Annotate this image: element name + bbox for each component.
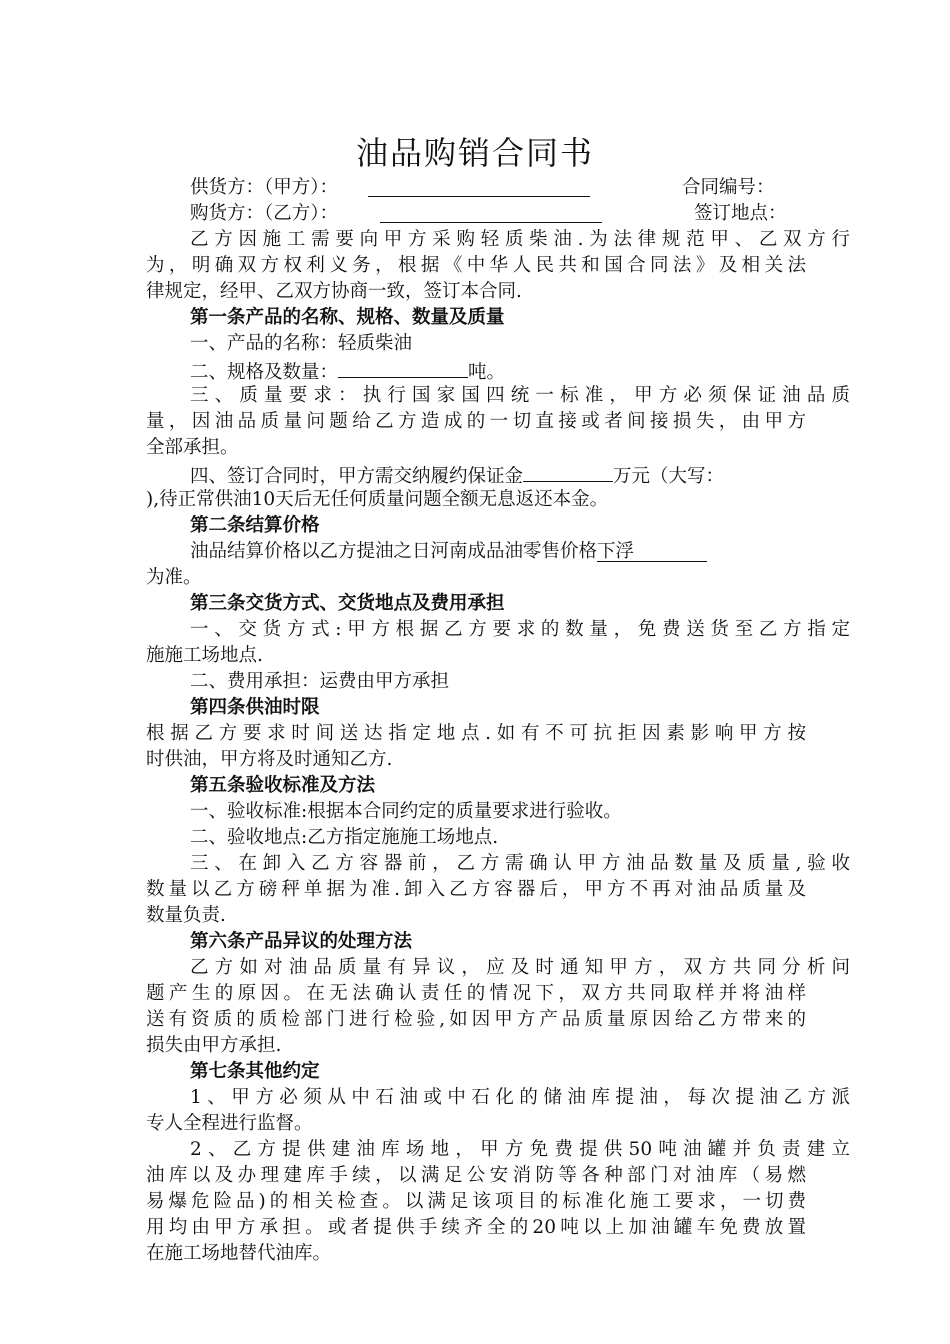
art4-text-line: 时供油，甲方将及时通知乙方.	[146, 749, 393, 770]
buyer-label: 购货方：（乙方）：	[190, 203, 339, 224]
intro-line: 律规定，经甲、乙双方协商一致，签订本合同.	[146, 281, 522, 302]
art5-standard-line: 一、验收标准:根据本合同约定的质量要求进行验收。	[190, 801, 622, 822]
quantity-blank	[338, 358, 468, 378]
art1-quality-line: 三、质量要求：执行国家国四统一标准，甲方必须保证油品质	[190, 385, 850, 406]
price-float-blank: 下浮	[597, 542, 707, 562]
art5-procedure-line: 数量以乙方磅秤单据为准.卸入乙方容器后，甲方不再对油品质量及	[146, 879, 806, 900]
sign-place-label: 签订地点：	[694, 203, 787, 224]
supplier-label: 供货方：（甲方）：	[190, 177, 339, 198]
art1-quality-line: 全部承担。	[146, 437, 239, 458]
art1-deposit-unit: 万元（大写：	[613, 466, 725, 487]
art6-text-line: 乙方如对油品质量有异议，应及时通知甲方，双方共同分析问	[190, 957, 850, 978]
supplier-blank	[368, 177, 590, 197]
article-5-heading: 第五条验收标准及方法	[190, 775, 376, 796]
art7-item2-line: 在施工场地替代油库。	[146, 1243, 332, 1264]
art2-price-line	[146, 540, 850, 564]
art5-location-line: 二、验收地点:乙方指定施施工场地点.	[190, 827, 499, 848]
article-6-heading: 第六条产品异议的处理方法	[190, 931, 413, 952]
art1-deposit-line2: ),待正常供油10天后无任何质量问题全额无息返还本金。	[146, 489, 609, 510]
art1-quality-line: 量，因油品质量问题给乙方造成的一切直接或者间接损失，由甲方	[146, 411, 806, 432]
art1-spec-quantity	[146, 358, 850, 382]
document-title: 油品购销合同书	[355, 134, 594, 172]
buyer-blank	[380, 203, 602, 223]
art7-item2-line: 用均由甲方承担。或者提供手续齐全的20吨以上加油罐车免费放置	[146, 1217, 806, 1238]
art1-deposit-line	[146, 462, 850, 486]
article-3-heading: 第三条交货方式、交货地点及费用承担	[190, 593, 505, 614]
art5-procedure-line: 数量负责.	[146, 905, 226, 926]
art5-procedure-line: 三、在卸入乙方容器前，乙方需确认甲方油品数量及质量,验收	[190, 853, 850, 874]
article-1-heading: 第一条产品的名称、规格、数量及质量	[190, 307, 505, 328]
art6-text-line: 题产生的原因。在无法确认责任的情况下，双方共同取样并将油样	[146, 983, 806, 1004]
deposit-blank	[523, 462, 613, 482]
supplier-row	[146, 176, 806, 200]
art7-item1-line: 专人全程进行监督。	[146, 1113, 313, 1134]
art3-cost-line: 二、费用承担：运费由甲方承担	[190, 671, 450, 692]
art7-item2-line: 2、乙方提供建油库场地，甲方免费提供50吨油罐并负责建立	[190, 1139, 850, 1160]
article-4-heading: 第四条供油时限	[190, 697, 320, 718]
art6-text-line: 损失由甲方承担.	[146, 1035, 282, 1056]
art3-delivery-line: 施施工场地点.	[146, 645, 263, 666]
art7-item1-line: 1、甲方必须从中石油或中石化的储油库提油，每次提油乙方派	[190, 1087, 850, 1108]
art1-deposit-label: 四、签订合同时，甲方需交纳履约保证金	[190, 466, 524, 487]
article-7-heading: 第七条其他约定	[190, 1061, 320, 1082]
art3-delivery-line: 一、交货方式:甲方根据乙方要求的数量，免费送货至乙方指定	[190, 619, 850, 640]
art1-spec-unit: 吨。	[468, 362, 506, 383]
article-2-heading: 第二条结算价格	[190, 515, 320, 536]
art1-product-name: 一、产品的名称：轻质柴油	[190, 333, 413, 354]
intro-line: 乙方因施工需要向甲方采购轻质柴油.为法律规范甲、乙双方行	[190, 229, 850, 250]
contract-no-label: 合同编号：	[682, 177, 775, 198]
buyer-row	[146, 202, 806, 226]
art4-text-line: 根据乙方要求时间送达指定地点.如有不可抗拒因素影响甲方按	[146, 723, 806, 744]
art2-price-text: 油品结算价格以乙方提油之日河南成品油零售价格	[190, 541, 598, 562]
art7-item2-line: 油库以及办理建库手续，以满足公安消防等各种部门对油库（易燃	[146, 1165, 806, 1186]
intro-line: 为，明确双方权利义务，根据《中华人民共和国合同法》及相关法	[146, 255, 806, 276]
art6-text-line: 送有资质的质检部门进行检验,如因甲方产品质量原因给乙方带来的	[146, 1009, 806, 1030]
art1-spec-label: 二、规格及数量：	[190, 362, 339, 383]
art2-price-line2: 为准。	[146, 567, 202, 588]
art7-item2-line: 易爆危险品)的相关检查。以满足该项目的标准化施工要求，一切费	[146, 1191, 806, 1212]
